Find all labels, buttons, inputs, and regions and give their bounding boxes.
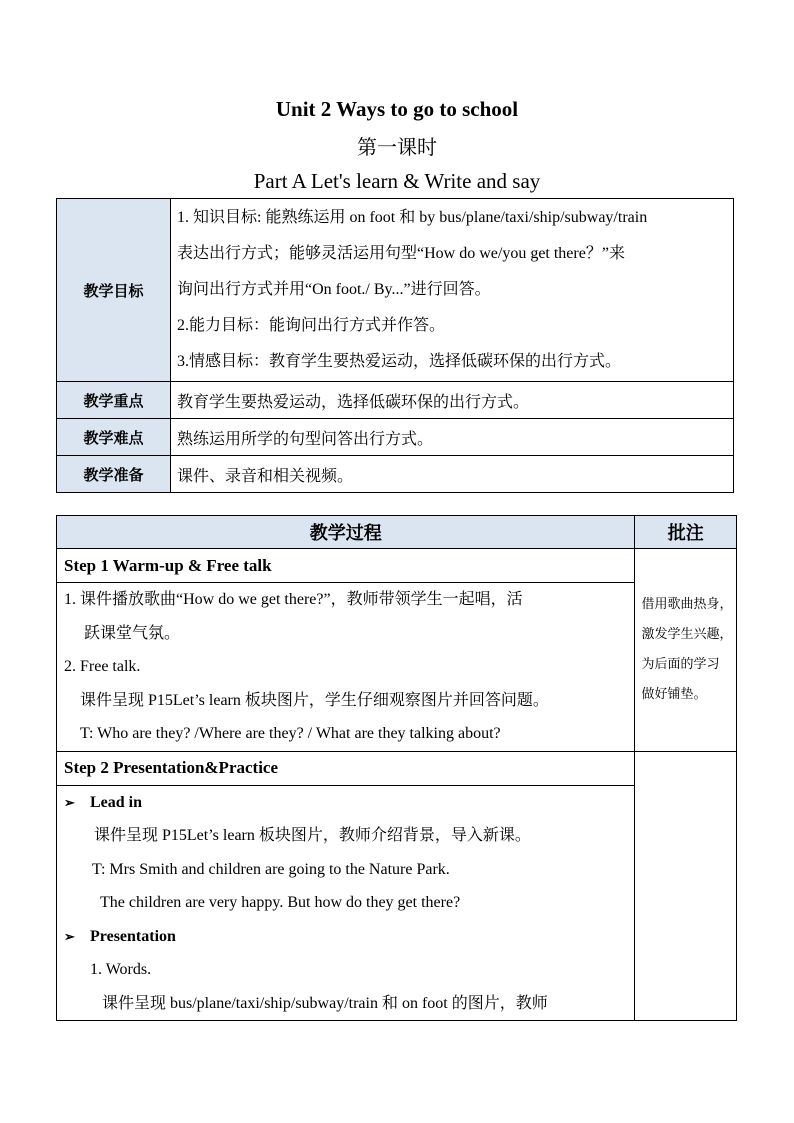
step1-note-line: 做好铺垫。 [641,686,707,702]
page-title: Unit 2 Ways to go to school [275,97,519,121]
step1-line: 2. Free talk. [64,658,141,675]
step1-body [57,583,635,752]
objectives-cell [171,199,734,382]
arrow-bullet-icon: ➢ [64,794,75,810]
preparation-value: 课件、录音和相关视频。 [171,456,734,493]
objectives-line: 询问出行方式并用“On foot./ By...”进行回答。 [177,280,491,298]
step1-note-line: 借用歌曲热身， [641,596,733,612]
presentation-heading [64,920,634,954]
preparation-label: 教学准备 [57,456,171,493]
lead-in-line: T: Mrs Smith and children are going to the Nature Park. [92,860,450,878]
step1-note-line: 激发学生兴趣， [641,626,733,642]
presentation-label: Presentation [90,927,176,945]
step2-note-cell [635,751,737,1021]
difficulties-value: 熟练运用所学的句型问答出行方式。 [171,419,734,456]
objectives-line: 2.能力目标：能询问出行方式并作答。 [177,316,446,334]
words-line: 课件呈现 bus/plane/taxi/ship/subway/train 和 on foot 的图片，教师 [102,994,548,1012]
notes-header: 批注 [635,516,737,549]
step1-note-line: 为后面的学习 [641,656,720,672]
difficulties-label: 教学难点 [57,419,171,456]
step2-body [57,785,635,1021]
step1-line: 跃课堂气氛。 [84,624,181,642]
goals-table [56,198,734,493]
step1-line: T: Who are they? /Where are they? / What are they talking about? [80,725,501,742]
step1-title: Step 1 Warm-up & Free talk [57,549,635,583]
lead-in-line: 课件呈现 P15Let’s learn 板块图片，教师介绍背景，导入新课。 [94,827,531,844]
step1-note-cell [635,549,737,752]
process-table [56,515,737,1021]
step1-line: 课件呈现 P15Let’s learn 板块图片，学生仔细观察图片并回答问题。 [80,691,549,709]
words-label: 1. Words. [90,961,152,978]
step1-line: 1. 课件播放歌曲“How do we get there?”，教师带领学生一起唱，活 [64,591,523,608]
objectives-label: 教学目标 [57,199,171,382]
lead-in-line: The children are very happy. But how do they get there? [100,894,461,911]
key-points-value: 教育学生要热爱运动，选择低碳环保的出行方式。 [171,382,734,419]
lead-in-heading [64,786,634,820]
objectives-line: 1. 知识目标: 能熟练运用 on foot 和 by bus/plane/taxi/ship/subway/train [177,208,648,226]
step2-title: Step 2 Presentation&Practice [57,751,635,785]
process-header: 教学过程 [57,516,635,549]
objectives-line: 3.情感目标：教育学生要热爱运动，选择低碳环保的出行方式。 [177,352,622,370]
arrow-bullet-icon: ➢ [64,928,75,944]
objectives-line: 表达出行方式；能够灵活运用句型“How do we/you get there？”来 [177,244,625,262]
lead-in-label: Lead in [90,793,143,811]
lesson-subtitle: 第一课时 [357,137,437,159]
key-points-label: 教学重点 [57,382,171,419]
part-subtitle: Part A Let's learn & Write and say [253,169,541,193]
